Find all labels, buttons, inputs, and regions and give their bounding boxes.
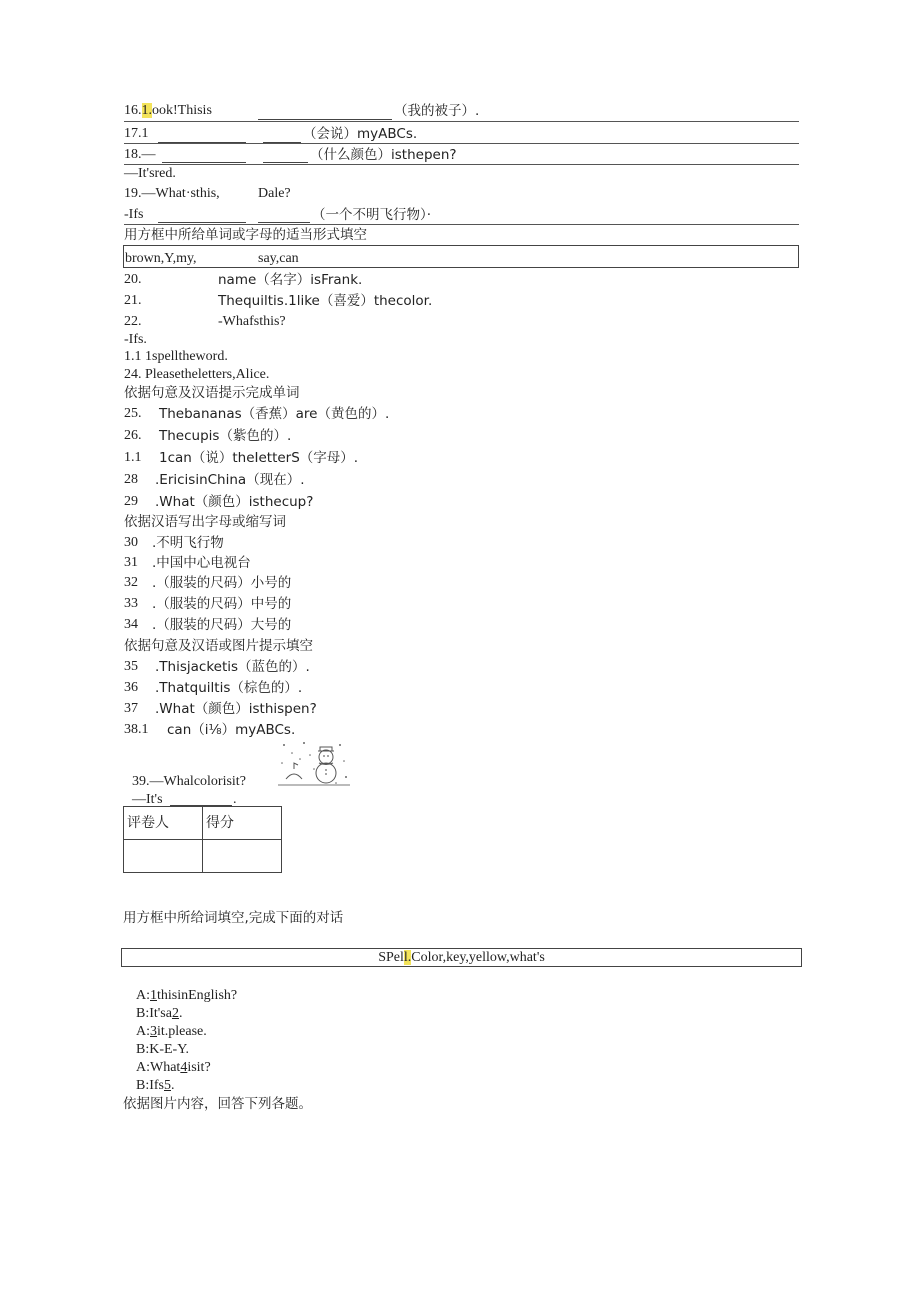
q37-text: .What（颜色）isthispen? xyxy=(155,701,317,717)
dialog-3-blank-number[interactable]: 3 xyxy=(150,1024,157,1039)
q31-number: 31 xyxy=(124,555,138,570)
q30-text: .不明飞行物 xyxy=(152,535,224,551)
dialog-line-4 xyxy=(136,1042,189,1058)
q19-answer-blank-1[interactable] xyxy=(158,222,246,223)
dialog-5-suffix: isit? xyxy=(187,1060,211,1075)
q39-answer-label: —It's xyxy=(132,792,163,807)
q22-answer: -Ifs. xyxy=(124,332,147,347)
q17-number: 17.1 xyxy=(124,126,149,141)
q21-text: Thequiltis.1like（喜爱）thecolor. xyxy=(218,293,433,309)
section1-box-words-a: brown,Y,my, xyxy=(125,251,197,266)
q21-number: 21. xyxy=(124,293,142,308)
q38-number: 38.1 xyxy=(124,722,149,737)
dialog-1-suffix: thisinEnglish? xyxy=(157,988,238,1003)
q25-text: Thebananas（香蕉）are（黄色的）. xyxy=(159,406,390,422)
q36-number: 36 xyxy=(124,680,138,695)
dialog-line-1 xyxy=(136,988,237,1004)
q17-divider xyxy=(124,143,799,144)
q18-answer: —It'sred. xyxy=(124,166,176,181)
dialog-6-prefix: B:Ifs xyxy=(136,1078,164,1093)
section1-title: 用方框中所给单词或字母的适当形式填空 xyxy=(124,227,367,243)
q32-number: 32 xyxy=(124,575,138,590)
section1-word-box xyxy=(123,245,799,268)
dialog-line-2 xyxy=(136,1006,182,1022)
q25-number: 25. xyxy=(124,406,142,421)
dialog-3-suffix: it.please. xyxy=(157,1024,207,1039)
dialog-6-blank-number[interactable]: 5 xyxy=(164,1078,171,1093)
dialog-2-blank-number[interactable]: 2 xyxy=(171,1006,179,1021)
dialog-6-suffix: . xyxy=(171,1078,175,1093)
q24-text: 24. Pleasetheletters,Alice. xyxy=(124,367,270,382)
q36-text: .Thatquiltis（棕色的）. xyxy=(155,680,303,696)
q16-number xyxy=(124,103,212,119)
q35-number: 35 xyxy=(124,659,138,674)
dialog-line-6 xyxy=(136,1078,175,1094)
dialog-3-prefix: A: xyxy=(136,1024,150,1039)
dialog-line-3 xyxy=(136,1024,207,1040)
q32-text: .（服装的尺码）小号的 xyxy=(152,575,292,591)
section2-title: 依据句意及汉语提示完成单词 xyxy=(124,385,300,401)
q28-number: 28 xyxy=(124,472,138,487)
q16-num-a: 16. xyxy=(124,103,142,118)
score-table-grader-header: 评卷人 xyxy=(124,807,203,840)
dialog-2-suffix: . xyxy=(178,1006,183,1021)
q16-answer-blank[interactable] xyxy=(258,119,392,120)
q18-hint: （什么颜色）isthepen? xyxy=(310,147,457,163)
q16-hint: （我的被子）. xyxy=(394,103,480,119)
q18-divider xyxy=(124,164,799,165)
section5-box-words xyxy=(121,950,802,966)
q33-text: .（服装的尺码）中号的 xyxy=(152,596,292,612)
q27-number: 1.1 xyxy=(124,450,142,465)
q29-text: .What（颜色）isthecup? xyxy=(155,494,314,510)
section5-title: 用方框中所给词填空,完成下面的对话 xyxy=(123,910,344,926)
q26-number: 26. xyxy=(124,428,142,443)
section3-title: 依据汉语写出字母或缩写词 xyxy=(124,514,286,530)
q16-num-b: ook!Thisis xyxy=(152,103,212,118)
section1-box-words-b: say,can xyxy=(258,251,299,266)
q19-divider xyxy=(124,224,799,225)
dialog-5-prefix: A:What xyxy=(136,1060,181,1075)
score-table-score-header: 得分 xyxy=(203,807,282,840)
snowman-picture xyxy=(278,739,350,787)
q23-text: 1.1 1spelltheword. xyxy=(124,349,228,364)
score-table-score-cell[interactable] xyxy=(203,840,282,873)
dialog-5-blank-number[interactable]: 4 xyxy=(180,1060,188,1075)
q19-answer-blank-2[interactable] xyxy=(258,222,310,223)
q35-text: .Thisjacketis（蓝色的）. xyxy=(155,659,310,675)
q22-number: 22. xyxy=(124,314,142,329)
q19-question: 19.—What·sthis, xyxy=(124,186,220,201)
dialog-2-prefix: B:It'sa xyxy=(136,1006,172,1021)
q30-number: 30 xyxy=(124,535,138,550)
q28-text: .EricisinChina（现在）. xyxy=(155,472,305,488)
score-table xyxy=(123,806,282,873)
q39-answer-end: . xyxy=(233,792,237,807)
q39-question: 39.—Whalcolorisit? xyxy=(132,774,246,789)
section5-box-words-b: Color,key,yellow,what's xyxy=(411,950,545,965)
section6-title: 依据图片内容，回答下列各题。 xyxy=(123,1096,312,1112)
q16-divider xyxy=(124,121,799,122)
q20-number: 20. xyxy=(124,272,142,287)
dialog-1-blank-number[interactable]: 1 xyxy=(150,988,157,1003)
section4-title: 依据句意及汉语或图片提示填空 xyxy=(124,638,313,654)
q33-number: 33 xyxy=(124,596,138,611)
q26-text: Thecupis（紫色的）. xyxy=(159,428,292,444)
q19-hint: （一个不明飞行物）· xyxy=(312,207,432,223)
dialog-1-prefix: A: xyxy=(136,988,150,1003)
q27-text: 1can（说）theIetterS（字母）. xyxy=(159,450,359,466)
section5-box-highlight: l. xyxy=(403,950,412,965)
q38-text: can（i⅛）myABCs. xyxy=(167,722,296,738)
q22-text: -Whafsthis? xyxy=(218,314,286,329)
q37-number: 37 xyxy=(124,701,138,716)
q16-num-highlight: 1. xyxy=(141,103,152,118)
q18-answer-blank-1[interactable] xyxy=(162,162,246,163)
q18-number: 18.— xyxy=(124,147,156,162)
q29-number: 29 xyxy=(124,494,138,509)
q34-number: 34 xyxy=(124,617,138,632)
q17-hint: （会说）myABCs. xyxy=(303,126,418,142)
q31-text: .中国中心电视台 xyxy=(152,555,251,571)
q20-text: name（名字）isFrank. xyxy=(218,272,363,288)
q18-answer-blank-2[interactable] xyxy=(263,162,308,163)
score-table-grader-cell[interactable] xyxy=(124,840,203,873)
q34-text: .（服装的尺码）大号的 xyxy=(152,617,292,633)
section5-box-words-a: SPel xyxy=(378,950,404,965)
q19-answer-label: -Ifs xyxy=(124,207,144,222)
dialog-4-text: B:K-E-Y. xyxy=(136,1042,190,1057)
q19-name: Dale? xyxy=(258,186,291,201)
dialog-line-5 xyxy=(136,1060,211,1076)
